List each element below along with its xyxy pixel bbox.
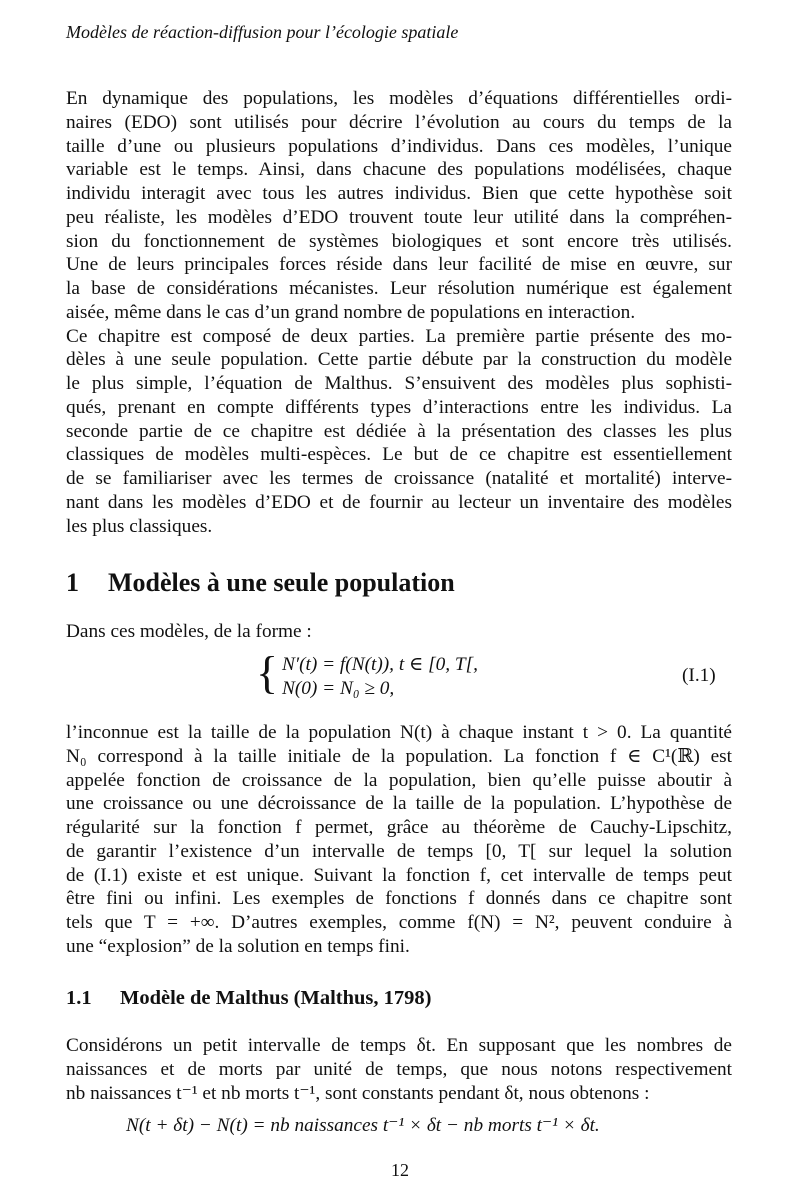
text-line: les plus classiques.: [66, 515, 213, 537]
text-line: taille d’une ou plusieurs populations d’individus. Dans ces modèles, l’unique: [66, 135, 732, 157]
text-line: être fini ou infini. Les exemples de fonctions f donnés dans ce chapitre sont: [66, 888, 732, 910]
text-line: classiques de modèles multi-espèces. Le but de ce chapitre est essentiellement: [66, 444, 732, 466]
text-line: individu interagit avec tous les autres individus. Bien que cette hypothèse soit: [66, 183, 732, 204]
text-line: qués, prenant en compte différents types d’interactions entre les individus. La: [66, 396, 732, 418]
text-line: de se familiariser avec les termes de croissance (natalité et mortalité) interve-: [66, 468, 732, 489]
text-line: régularité sur la fonction f permet, grâce au théorème de Cauchy-Lipschitz,: [66, 817, 732, 838]
text-line: Une de leurs principales forces réside dans leur facilité de mise en œuvre, sur: [66, 254, 732, 276]
section-heading: [66, 568, 455, 598]
text-line: une croissance ou une décroissance de la taille de la population. L’hypothèse de: [66, 793, 732, 815]
text-line: Considérons un petit intervalle de temps δt. En supposant que les nombres de: [66, 1035, 732, 1056]
text-line: peu réaliste, les modèles d’EDO trouvent toute leur utilité dans la compréhen-: [66, 206, 732, 228]
text-line: nb naissances t⁻¹ et nb morts t⁻¹, sont constants pendant δt, nous obtenons :: [66, 1082, 650, 1104]
subsection-number: 1.1: [66, 987, 92, 1009]
text-line: sion du fonctionnement de systèmes biologiques et sont encore très utilisés.: [66, 230, 732, 252]
text-line: naires (EDO) sont utilisés pour décrire l’évolution au cours du temps de la: [66, 111, 732, 133]
text-line: de (I.1) existe et est unique. Suivant la fonction f, cet intervalle de temps peut: [66, 864, 732, 886]
brace-symbol: {: [256, 647, 279, 698]
paragraph-malthus: [66, 1034, 732, 1105]
paragraph-chapter-outline: [66, 325, 732, 539]
equation-line-2: N(0) = N₀ ≥ 0,: [282, 678, 395, 699]
text-line: appelée fonction de croissance de la population, bien qu’elle puisse aboutir à: [66, 769, 732, 791]
text-line: N₀ correspond à la taille initiale de la population. La fonction f ∈ C¹(ℝ) est: [66, 745, 732, 767]
text-line: tels que T = +∞. D’autres exemples, comme f(N) = N², peuvent conduire à: [66, 912, 732, 933]
text-line: l’inconnue est la taille de la population N(t) à chaque instant t > 0. La quantité: [66, 722, 732, 743]
text-line: de garantir l’existence d’un intervalle de temps [0, T[ sur lequel la solution: [66, 840, 732, 862]
text-line: le plus simple, l’équation de Malthus. S’ensuivent des modèles plus sophisti-: [66, 373, 732, 394]
text-line: une “explosion” de la solution en temps fini.: [66, 935, 410, 957]
text-line: la base de considérations mécanistes. Leur résolution numérique est également: [66, 278, 732, 299]
text-line: naissances et de morts par unité de temps, que nous notons respectivement: [66, 1058, 732, 1080]
text-line: Dans ces modèles, de la forme :: [66, 621, 312, 642]
section-number: 1: [66, 568, 79, 597]
paragraph-form-intro: [66, 620, 732, 644]
section-title: Modèles à une seule population: [108, 568, 455, 597]
paragraph-growth-function: [66, 721, 732, 959]
running-header: Modèles de réaction-diffusion pour l’écologie spatiale: [66, 22, 459, 42]
paragraph-intro: [66, 87, 732, 325]
text-line: aisée, même dans le cas d’un grand nombre de populations en interaction.: [66, 301, 636, 323]
equation-label: (I.1): [682, 665, 716, 686]
text-line: dèles à une seule population. Cette partie débute par la construction du modèle: [66, 349, 732, 371]
equation-malthus: N(t + δt) − N(t) = nb naissances t⁻¹ × δt − nb morts t⁻¹ × δt.: [126, 1115, 600, 1136]
text-line: Ce chapitre est composé de deux parties. La première partie présente des mo-: [66, 325, 732, 347]
page-number: 12: [391, 1160, 409, 1180]
subsection-heading: [66, 987, 431, 1010]
text-line: seconde partie de ce chapitre est dédiée à la présentation des classes les plus: [66, 420, 732, 442]
text-line: variable est le temps. Ainsi, dans chacune des populations modélisées, chaque: [66, 159, 732, 181]
equation-line-1: N′(t) = f(N(t)), t ∈ [0, T[,: [282, 654, 478, 675]
subsection-title: Modèle de Malthus (Malthus, 1798): [120, 987, 432, 1009]
text-line: nant dans les modèles d’EDO et de fournir au lecteur un inventaire des modèles: [66, 491, 732, 513]
text-line: En dynamique des populations, les modèles d’équations différentielles ordi-: [66, 88, 732, 109]
